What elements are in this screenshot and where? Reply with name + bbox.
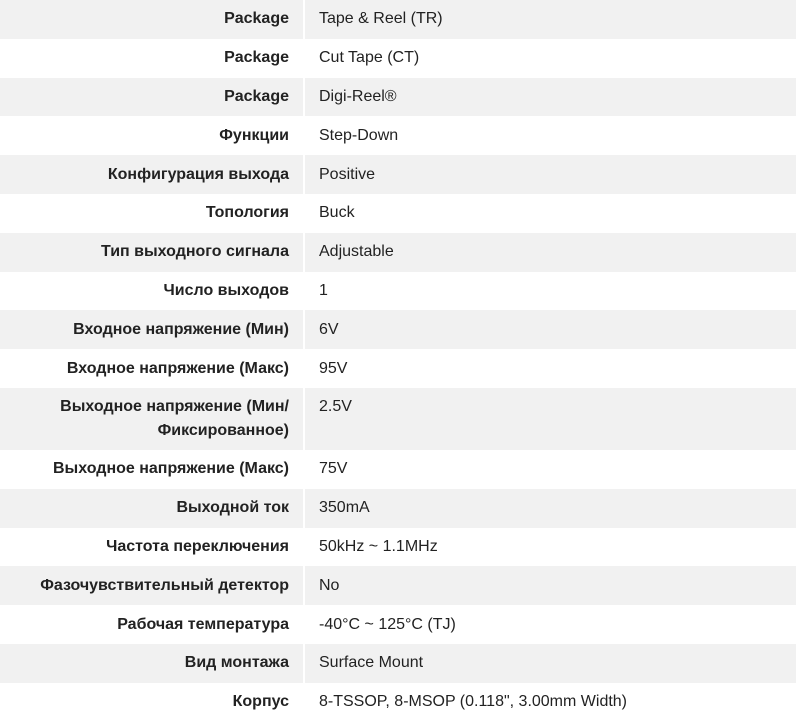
spec-row-package-tr [0, 0, 796, 39]
spec-row-operating-temperature [0, 605, 796, 644]
spec-label: Package [0, 78, 304, 117]
spec-label: Фазочувствительный детектор [0, 566, 304, 605]
spec-value: 50kHz ~ 1.1MHz [304, 528, 796, 567]
spec-value: Digi-Reel® [304, 78, 796, 117]
spec-label: Package [0, 39, 304, 78]
spec-label: Функции [0, 116, 304, 155]
spec-label: Тип выходного сигнала [0, 233, 304, 272]
spec-label: Выходное напряжение (Макс) [0, 450, 304, 489]
spec-label: Корпус [0, 683, 304, 722]
spec-value: -40°C ~ 125°C (TJ) [304, 605, 796, 644]
spec-row-output-count [0, 272, 796, 311]
spec-row-phase-detector [0, 566, 796, 605]
spec-row-package-case [0, 683, 796, 722]
spec-row-functions [0, 116, 796, 155]
spec-label: Входное напряжение (Макс) [0, 349, 304, 388]
spec-row-switching-frequency [0, 528, 796, 567]
spec-value: 95V [304, 349, 796, 388]
spec-value: Cut Tape (CT) [304, 39, 796, 78]
spec-row-output-current [0, 489, 796, 528]
spec-label: Число выходов [0, 272, 304, 311]
spec-value: 2.5V [304, 388, 796, 450]
spec-value: 75V [304, 450, 796, 489]
spec-value: 1 [304, 272, 796, 311]
spec-row-output-voltage-min [0, 388, 796, 450]
spec-row-mounting-type [0, 644, 796, 683]
spec-value: 6V [304, 310, 796, 349]
spec-value: 350mA [304, 489, 796, 528]
spec-row-package-digireel [0, 78, 796, 117]
spec-row-input-voltage-min [0, 310, 796, 349]
spec-value: Tape & Reel (TR) [304, 0, 796, 39]
spec-label: Package [0, 0, 304, 39]
spec-row-package-ct [0, 39, 796, 78]
spec-value: 8-TSSOP, 8-MSOP (0.118", 3.00mm Width) [304, 683, 796, 722]
spec-label: Выходной ток [0, 489, 304, 528]
spec-label: Конфигурация выхода [0, 155, 304, 194]
spec-value: Surface Mount [304, 644, 796, 683]
spec-row-input-voltage-max [0, 349, 796, 388]
spec-value: Positive [304, 155, 796, 194]
spec-row-topology [0, 194, 796, 233]
spec-label: Частота переключения [0, 528, 304, 567]
spec-label: Рабочая температура [0, 605, 304, 644]
spec-row-output-voltage-max [0, 450, 796, 489]
spec-label: Входное напряжение (Мин) [0, 310, 304, 349]
spec-value: Step-Down [304, 116, 796, 155]
spec-label: Выходное напряжение (Мин/ Фиксированное) [0, 388, 304, 450]
spec-row-output-type [0, 233, 796, 272]
spec-label: Вид монтажа [0, 644, 304, 683]
spec-value: Buck [304, 194, 796, 233]
spec-value: Adjustable [304, 233, 796, 272]
spec-value: No [304, 566, 796, 605]
spec-row-output-config [0, 155, 796, 194]
spec-label: Топология [0, 194, 304, 233]
